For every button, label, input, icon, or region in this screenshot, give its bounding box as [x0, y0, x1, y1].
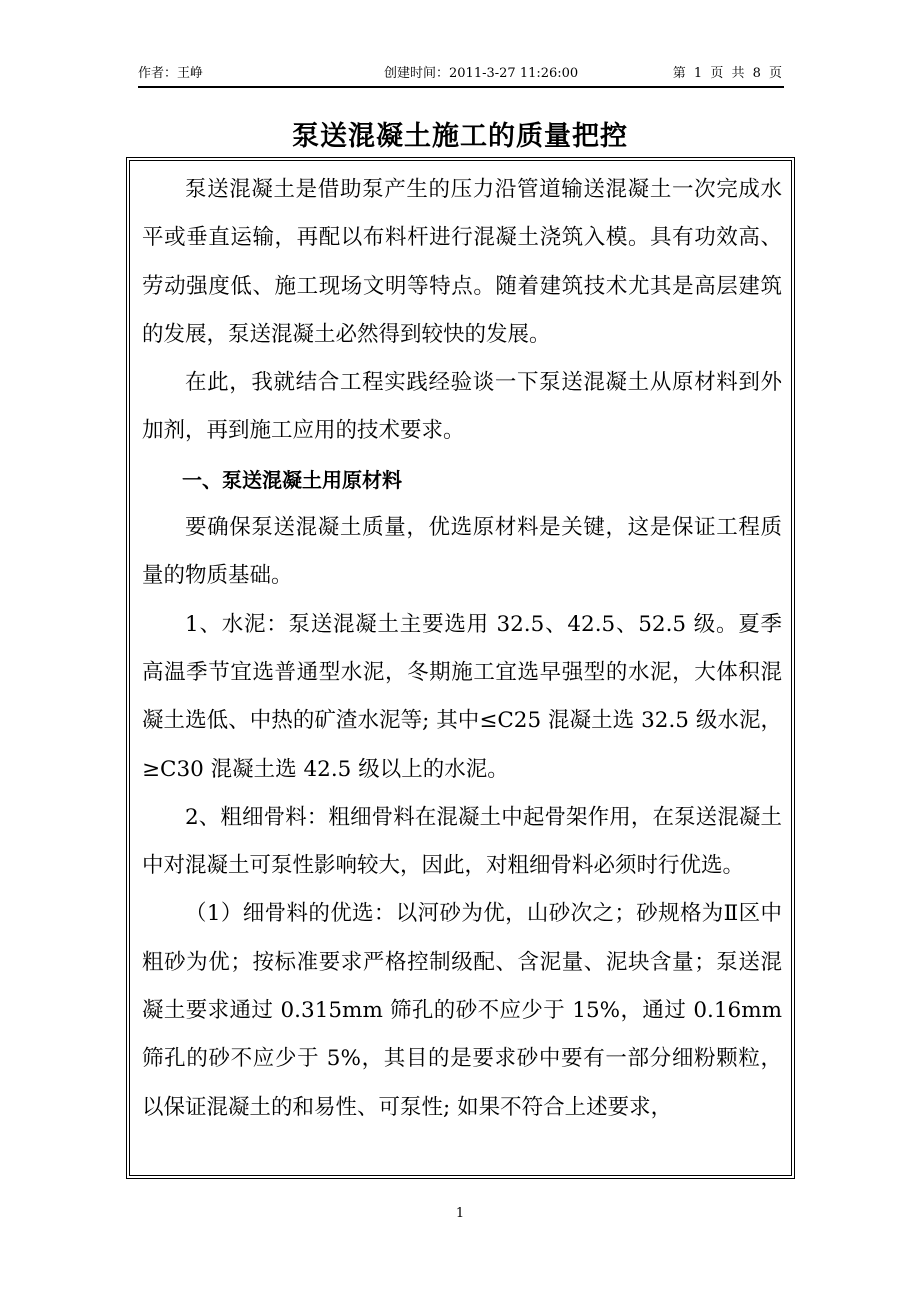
section-heading: 一、泵送混凝土用原材料 [182, 467, 402, 492]
body-paragraph: 要确保泵送混凝土质量，优选原材料是关键，这是保证工程质量的物质基础。 [142, 515, 782, 589]
page-header [138, 62, 784, 86]
page-number: 1 [455, 1206, 465, 1221]
header-page-info: 第 1 页 共 8 页 [672, 66, 782, 81]
body-paragraph: （1）细骨料的优选：以河砂为优，山砂次之；砂规格为Ⅱ区中粗砂为优；按标准要求严格控制级配、含泥量、泥块含量；泵送混凝土要求通过 0.315mm 筛孔的砂不应少于 15%，通过 0.16mm 筛孔的砂不应少于 5%，其目的是要求砂中要有一部分细粉颗粒，以保证混凝土的和易性、可泵性; 如果不符合上述要求， [142, 901, 782, 1120]
header-author: 作者：王峥 [138, 66, 204, 81]
body-paragraph: 泵送混凝土是借助泵产生的压力沿管道输送混凝土一次完成水平或垂直运输，再配以布料杆进行混凝土浇筑入模。具有功效高、劳动强度低、施工现场文明等特点。随着建筑技术尤其是高层建筑的发展，泵送混凝土必然得到较快的发展。 [142, 177, 782, 347]
body-paragraph: 在此，我就结合工程实践经验谈一下泵送混凝土从原材料到外加剂，再到施工应用的技术要求。 [142, 370, 782, 444]
header-divider [138, 86, 784, 88]
document-title: 泵送混凝土施工的质量把控 [292, 121, 628, 152]
body-paragraph: 2、粗细骨料：粗细骨料在混凝土中起骨架作用，在泵送混凝土中对混凝土可泵性影响较大，因此，对粗细骨料必须时行优选。 [142, 804, 782, 879]
header-created-time: 创建时间：2011-3-27 11:26:00 [384, 66, 579, 81]
document-body [142, 166, 782, 1132]
body-paragraph: 1、水泥：泵送混凝土主要选用 32.5、42.5、52.5 级。夏季高温季节宜选普通型水泥，冬期施工宜选早强型的水泥，大体积混凝土选低、中热的矿渣水泥等; 其中≤C25 混凝土选 32.5 级水泥，≥C30 混凝土选 42.5 级以上的水泥。 [142, 611, 782, 782]
